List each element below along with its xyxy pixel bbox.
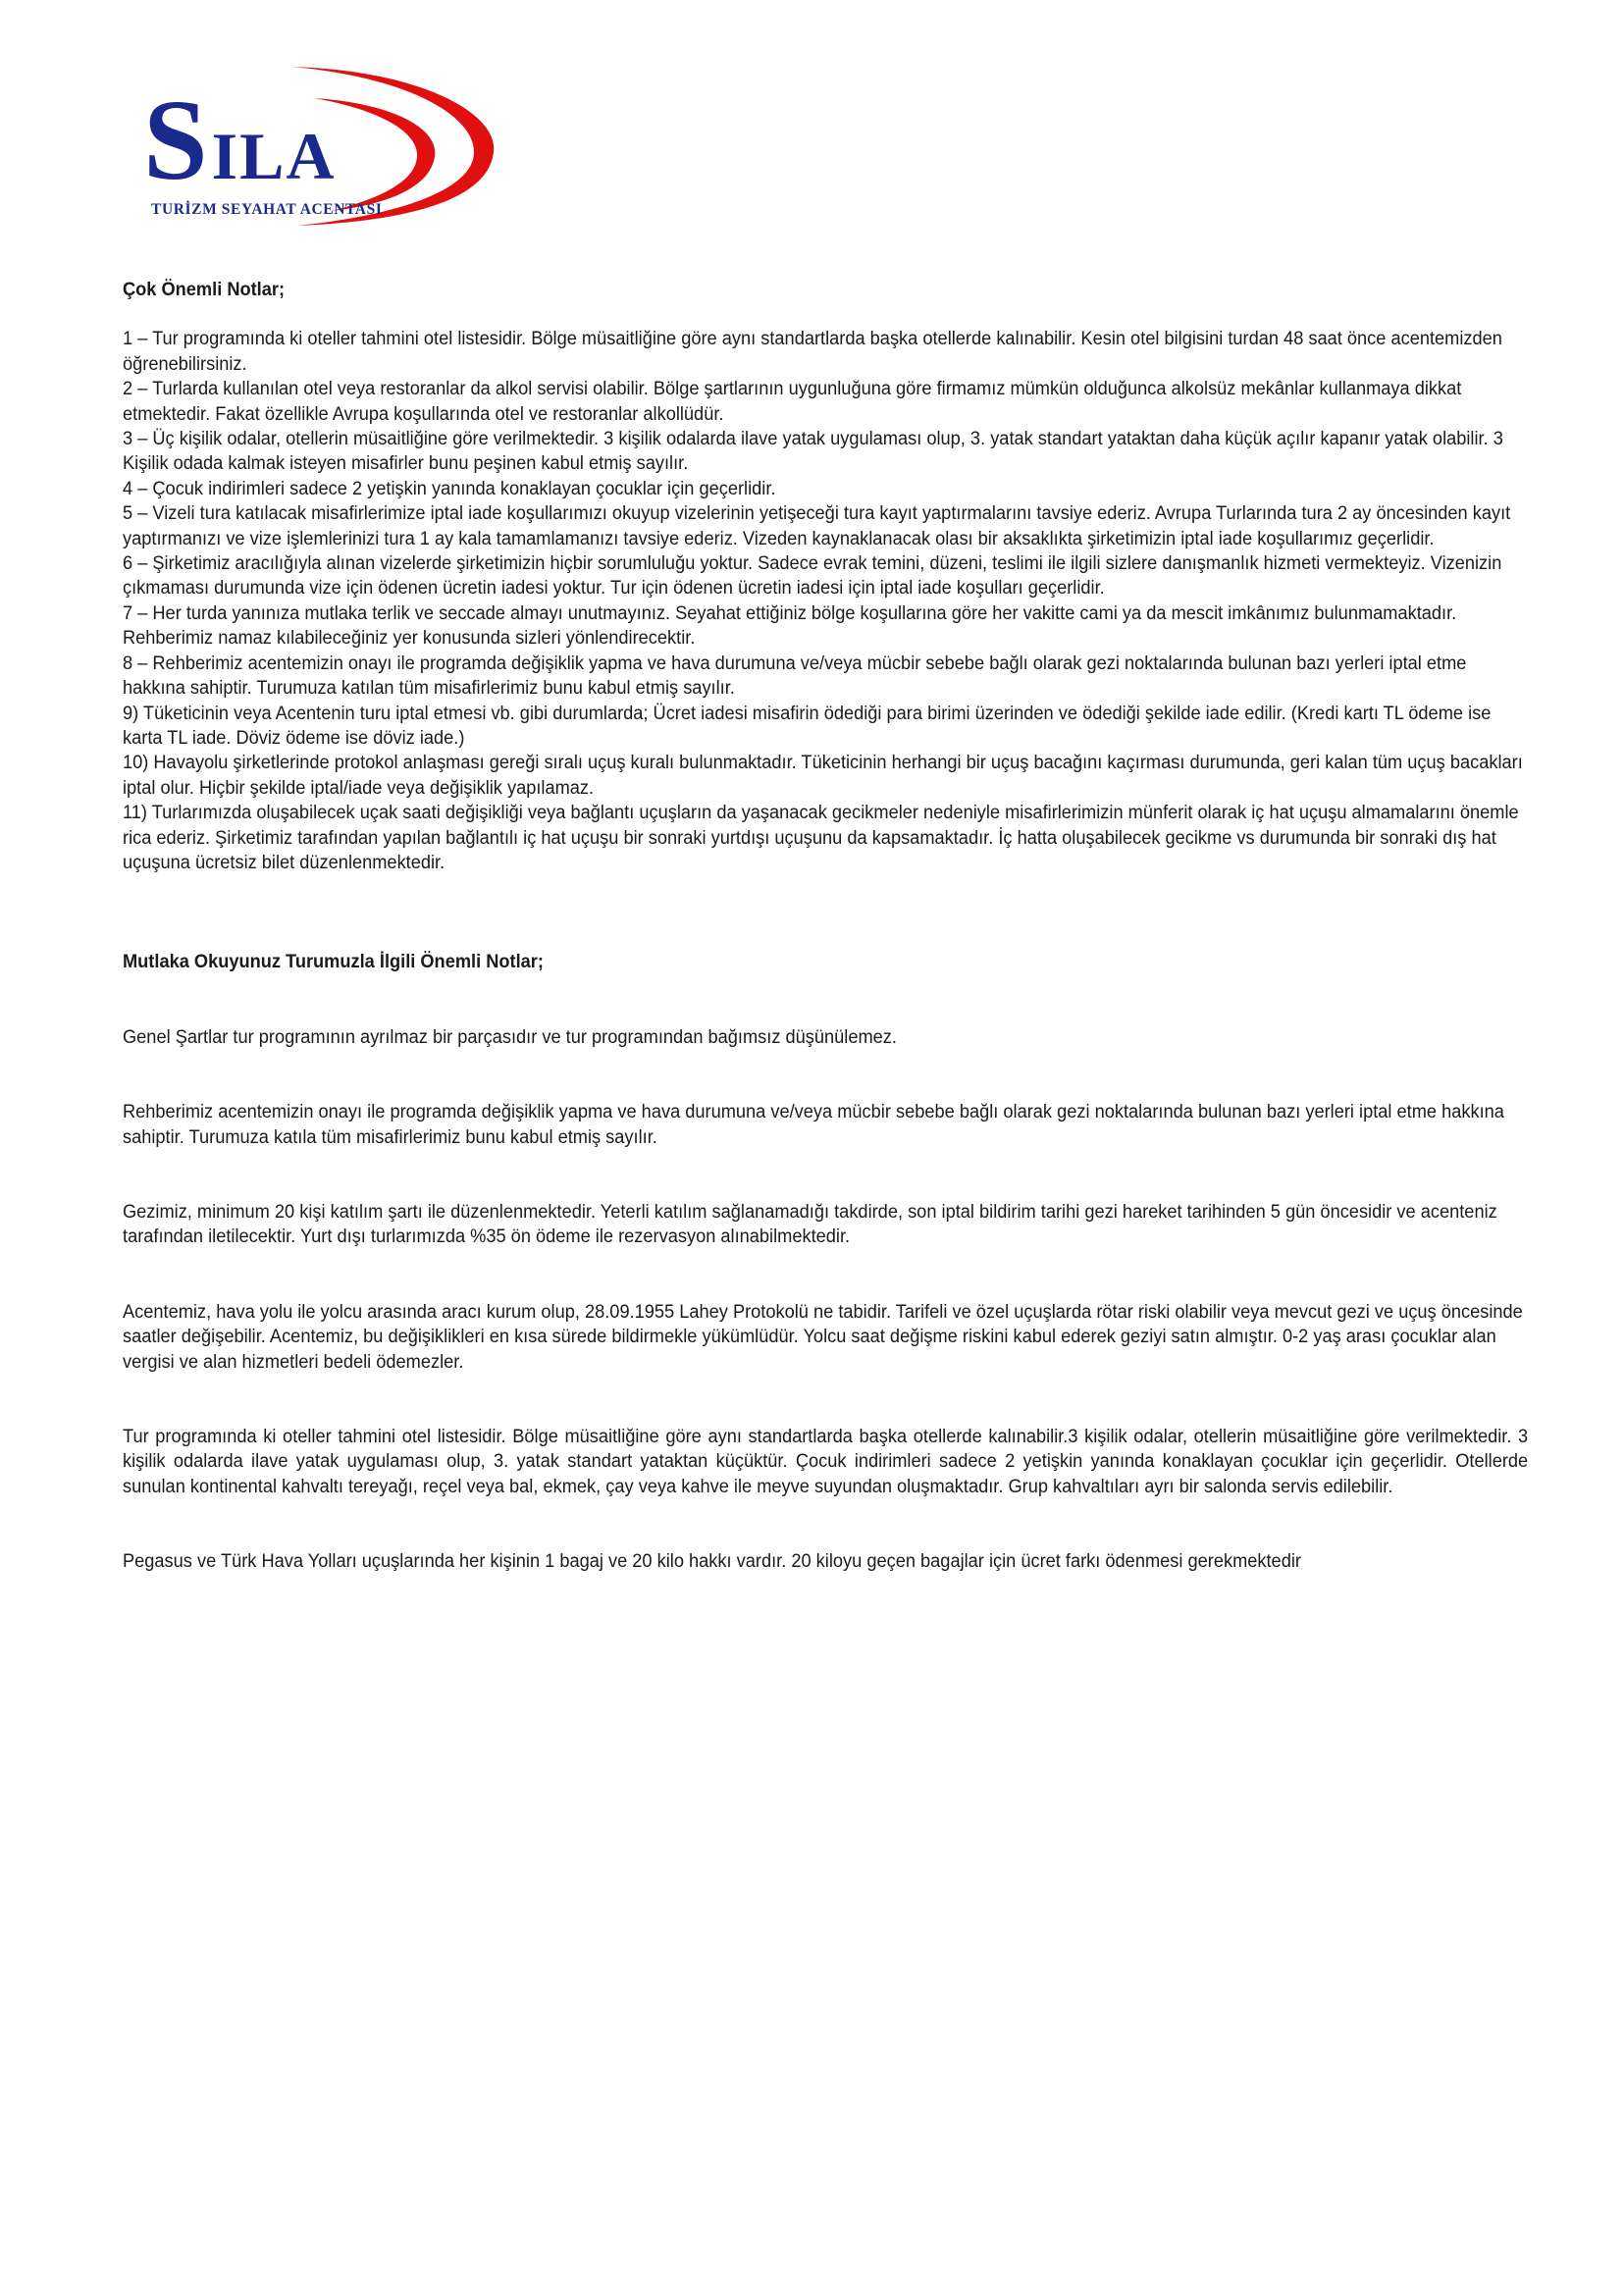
note-item: 9) Tüketicinin veya Acentenin turu iptal etmesi vb. gibi durumlarda; Ücret iadesi misafirin ödediği para birimi üzerinden ve ödediği şekilde iade edilir. (Kredi kartı TL ödeme ise karta TL iade. Döviz ödeme ise döviz iade.): [123, 702, 1492, 749]
note-item: 11) Turlarımızda oluşabilecek uçak saati değişikliği veya bağlantı uçuşların da yaşanacak gecikmeler nedeniyle misafirlerimizin münferit olarak iç hat uçuşu almamalarını önemle rica ederiz. Şirketimiz tarafından yapılan bağlantılı iç hat uçuşu bir sonraki yurtdışı uçuşunu da kapsamaktadır. İç hatta oluşabilecek gecikme vs durumunda bir sonraki dış hat uçuşuna ücretsiz bilet düzenlenmektedir.: [123, 802, 1519, 873]
note-item: 7 – Her turda yanınıza mutlaka terlik ve seccade almayı unutmayınız. Seyahat ettiğiniz bölge koşullarına göre her vakitte cami ya da mescit imkânımız bulunmamaktadır. Rehberimiz namaz kılabileceğiniz yer konusunda sizleri yönlendirecektir.: [123, 601, 1457, 650]
logo-initial: S: [143, 76, 208, 204]
important-notes-list: [123, 327, 1528, 875]
paragraph: Pegasus ve Türk Hava Yolları uçuşlarında her kişinin 1 bagaj ve 20 kilo hakkı vardır. 20 kiloyu geçen bagajlar için ücret farkı ödenmesi gerekmektedir: [123, 1550, 1301, 1573]
section-heading-must-read-notes: Mutlaka Okuyunuz Turumuzla İlgili Önemli Notlar;: [123, 951, 544, 973]
note-item: 1 – Tur programında ki oteller tahmini otel listesidir. Bölge müsaitliğine göre aynı standartlarda başka otellerde kalınabilir. Kesin otel bilgisini turdan 48 saat önce acentemizden öğrenebilirsiniz.: [123, 328, 1502, 375]
logo-subtitle: TURİZM SEYAHAT ACENTASI: [151, 201, 383, 218]
note-item: 8 – Rehberimiz acentemizin onayı ile programda değişiklik yapma ve hava durumuna ve/veya mücbir sebebe bağlı olarak gezi noktalarında bulunan bazı yerleri iptal etme hakkına sahiptir. Turumuza katılan tüm misafirlerimiz bunu kabul etmiş sayılır.: [123, 652, 1467, 700]
note-item: 4 – Çocuk indirimleri sadece 2 yetişkin yanında konaklayan çocuklar için geçerlidir.: [123, 477, 776, 499]
note-item: 3 – Üç kişilik odalar, otellerin müsaitliğine göre verilmektedir. 3 kişilik odalarda ilave yatak uygulaması olup, 3. yatak standart yataktan daha küçük açılır kapanır yatak olabilir. 3 Kişilik odada kalmak isteyen misafirler bunu peşinen kabul etmiş sayılır.: [123, 428, 1503, 475]
document-content: [123, 278, 1528, 1625]
note-item: 10) Havayolu şirketlerinde protokol anlaşması gereği sıralı uçuş kuralı bulunmaktadır. Tüketicinin herhangi bir uçuş bacağını kaçırması durumunda, geri kalan tüm uçuş bacakları iptal olur. Hiçbir şekilde iptal/iade veya değişiklik yapılamaz.: [123, 752, 1523, 799]
paragraph: Gezimiz, minimum 20 kişi katılım şartı ile düzenlenmektedir. Yeterli katılım sağlanamadığı takdirde, son iptal bildirim tarihi gezi hareket tarihinden 5 gün öncesidir ve acenteniz tarafından iletilecektir. Yurt dışı turlarımızda %35 ön ödeme ile rezervasyon alınabilmektedir.: [123, 1200, 1497, 1248]
section-heading-important-notes: Çok Önemli Notlar;: [123, 279, 286, 300]
note-item: 2 – Turlarda kullanılan otel veya restoranlar da alkol servisi olabilir. Bölge şartlarının uygunluğuna göre firmamız mümkün olduğunca alkolsüz mekânlar kullanmaya dikkat etmektedir. Fakat özellikle Avrupa koşullarında otel ve restoranlar alkollüdür.: [123, 378, 1462, 425]
note-item: 6 – Şirketimiz aracılığıyla alınan vizelerde şirketimizin hiçbir sorumluluğu yoktur. Sadece evrak temini, düzeni, teslimi ile ilgili sizlere danışmanlık hizmeti vermekteyiz. Vizenizin çıkmaması durumunda vize için ödenen ücretin iadesi yoktur. Tur için ödenen ücretin iadesi için iptal iade koşulları geçerlidir.: [123, 552, 1502, 600]
paragraph: Tur programında ki oteller tahmini otel listesidir. Bölge müsaitliğine göre aynı standartlarda başka otellerde kalınabilir.3 kişilik odalar, otellerin müsaitliğine göre verilmektedir. 3 kişilik odalarda ilave yatak uygulaması olup, 3. yatak standart yataktan küçüktür. Çocuk indirimleri sadece 2 yetişkin yanında konaklayan çocuklar için geçerlidir. Otellerde sunulan kontinental kahvaltı tereyağı, reçel veya bal, ekmek, çay veya kahve ile meyve suyundan oluşmaktadır. Grup kahvaltıları ayrı bir salonda servis edilebilir.: [123, 1426, 1529, 1497]
paragraph: Acentemiz, hava yolu ile yolcu arasında aracı kurum olup, 28.09.1955 Lahey Protokolü ne tabidir. Tarifeli ve özel uçuşlarda rötar riski olabilir veya mevcut gezi ve uçuş öncesinde saatler değişebilir. Acentemiz, bu değişiklikleri en kısa sürede bildirmekle yükümlüdür. Yolcu saat değişme riskini kabul ederek geziyi satın almıştır. 0-2 yaş arası çocuklar alan vergisi ve alan hizmetleri bedeli ödemezler.: [123, 1300, 1523, 1373]
logo-graphic: [135, 59, 508, 231]
note-item: 5 – Vizeli tura katılacak misafirlerimize iptal iade koşullarımızı okuyup vizelerinin yetişeceği tura kayıt yaptırmalarını tavsiye ederiz. Avrupa Turlarında tura 2 ay öncesinden kayıt yaptırmanızı ve vize işlemlerinizi tura 1 ay kala tamamlamanızı tavsiye ederiz. Vizeden kaynaklanacak olası bir aksaklıkta şirketimizin iptal iade koşullarımız geçerlidir.: [123, 502, 1511, 549]
section-spacer: [123, 875, 1528, 950]
sila-logo: [135, 59, 508, 231]
paragraph: Rehberimiz acentemizin onayı ile programda değişiklik yapma ve hava durumuna ve/veya mücbir sebebe bağlı olarak gezi noktalarında bulunan bazı yerleri iptal etme hakkına sahiptir. Turumuza katıla tüm misafirlerimiz bunu kabul etmiş sayılır.: [123, 1101, 1504, 1148]
must-read-paragraphs: [123, 1025, 1528, 1575]
paragraph: Genel Şartlar tur programının ayrılmaz bir parçasıdır ve tur programından bağımsız düşünülemez.: [123, 1025, 897, 1048]
logo-wordmark: ILA: [211, 119, 337, 193]
